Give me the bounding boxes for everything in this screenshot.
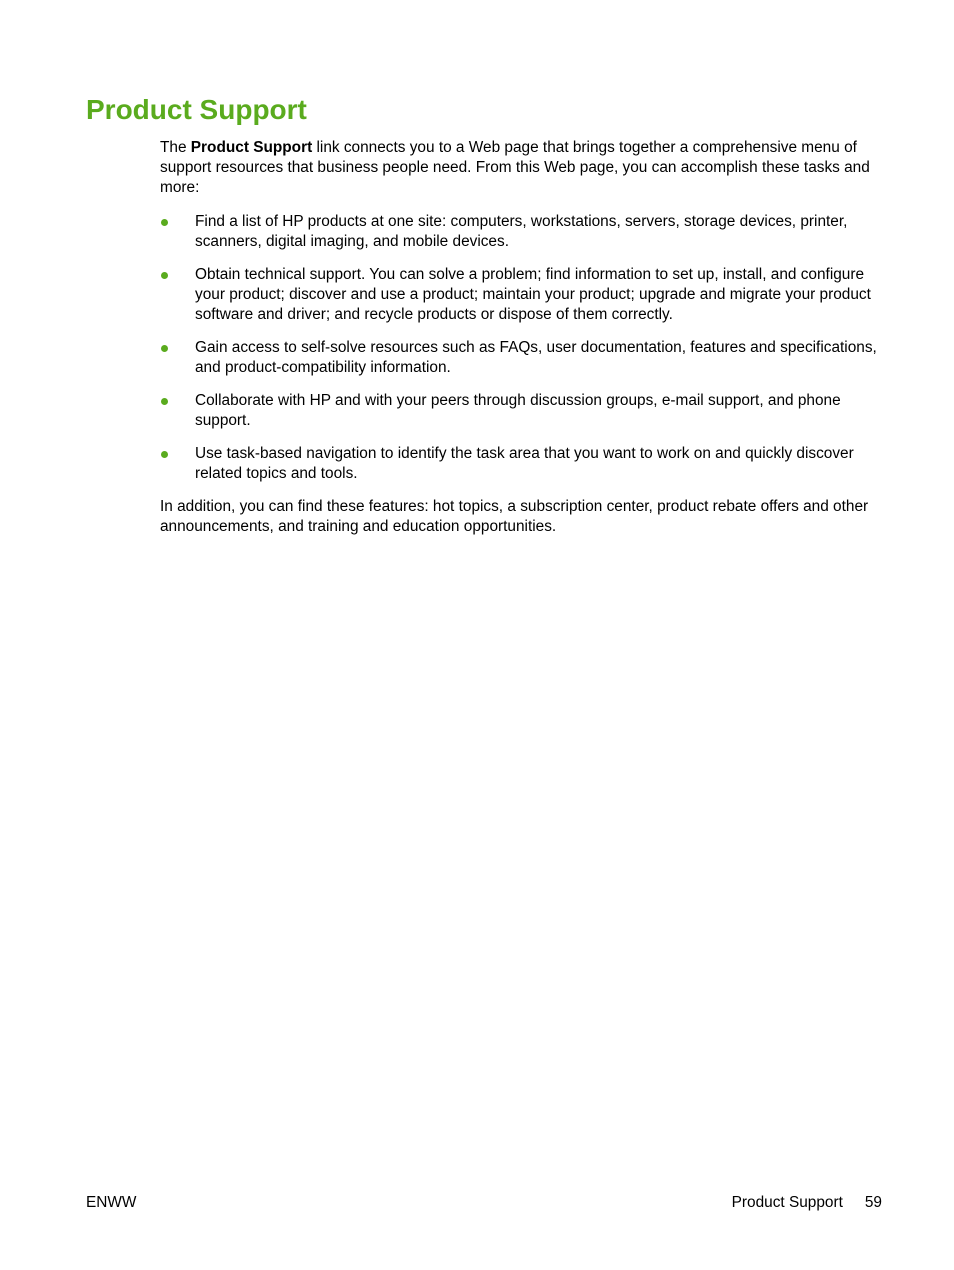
task-list — [160, 212, 884, 484]
main-content — [160, 138, 884, 537]
list-item-text: Find a list of HP products at one site: computers, workstations, servers, storage devices, printer, scanners, digital imaging, and mobile devices. — [195, 213, 848, 250]
closing-paragraph: In addition, you can find these features: hot topics, a subscription center, product rebate offers and other announcements, and training and education opportunities. — [160, 498, 869, 535]
page-title: Product Support — [86, 94, 307, 125]
footer-right — [732, 1193, 882, 1213]
list-item-text: Obtain technical support. You can solve a problem; find information to set up, install, and configure your product; discover and use a product; maintain your product; upgrade and migrate your product software and driver; and recycle products or dispose of them correctly. — [195, 266, 871, 323]
list-item — [160, 391, 884, 431]
list-item-text: Collaborate with HP and with your peers through discussion groups, e-mail support, and phone support. — [195, 392, 841, 429]
bullet-icon — [161, 451, 168, 458]
list-item-text: Gain access to self-solve resources such as FAQs, user documentation, features and specifications, and product-compatibility information. — [195, 339, 877, 376]
list-item — [160, 212, 884, 252]
list-item — [160, 265, 884, 325]
bullet-icon — [161, 345, 168, 352]
bullet-icon — [161, 398, 168, 405]
footer-section-title: Product Support — [731, 1194, 843, 1211]
intro-prefix: The — [160, 139, 191, 156]
intro-suffix: link connects you to a Web page that brings together a comprehensive menu of support resources that business people need. From this Web page, you can accomplish these tasks and more: — [160, 139, 870, 196]
bullet-icon — [161, 272, 168, 279]
list-item — [160, 444, 884, 484]
list-item — [160, 338, 884, 378]
page-number: 59 — [864, 1194, 882, 1211]
intro-paragraph — [160, 138, 884, 198]
intro-bold-term: Product Support — [190, 139, 313, 156]
footer-left-label: ENWW — [86, 1194, 137, 1211]
list-item-text: Use task-based navigation to identify the task area that you want to work on and quickly discover related topics and tools. — [195, 445, 854, 482]
bullet-icon — [161, 219, 168, 226]
